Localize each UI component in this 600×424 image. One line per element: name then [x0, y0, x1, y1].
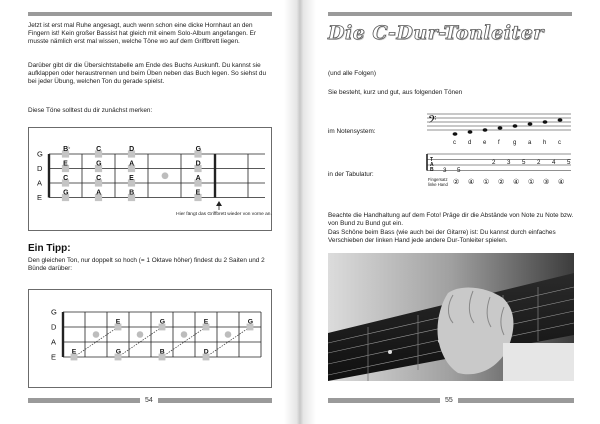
fretboard-grid-1	[49, 154, 265, 198]
fret-marker	[162, 172, 169, 179]
footer-rule-right-right-page	[458, 398, 574, 403]
note-label: E	[71, 348, 77, 356]
bass-photo-drawing	[328, 253, 574, 381]
fretboard-2-svg	[29, 290, 271, 387]
note-label: E	[115, 318, 121, 326]
tab-number: 2	[537, 159, 541, 166]
staff-note	[453, 132, 458, 136]
header-rule	[328, 12, 572, 16]
fretboard-diagram-2	[28, 289, 272, 388]
note-label: C	[63, 175, 69, 182]
header-rule	[28, 12, 272, 16]
fret-marker	[137, 331, 144, 338]
note-label: B	[63, 146, 69, 153]
note-name: c	[453, 140, 456, 146]
string-label: E	[37, 193, 43, 202]
fret-marker	[225, 331, 232, 338]
note-name: c	[558, 140, 561, 146]
staff-note	[498, 126, 503, 130]
finger-number: ④	[468, 179, 475, 186]
tab-number: 5	[522, 159, 526, 166]
tab-number: 5	[567, 159, 571, 166]
note-name: d	[468, 140, 472, 146]
arrow-head	[216, 201, 222, 206]
string-label: G	[51, 307, 57, 317]
staff-note	[558, 118, 563, 122]
note-label: G	[96, 160, 102, 168]
tab-number: 3	[443, 167, 447, 174]
flat-sign: ♭	[68, 145, 71, 150]
note-label: G	[159, 318, 166, 326]
notes-heading: Diese Töne solltest du dir zunächst merken:	[28, 107, 153, 114]
tab-clef: T	[430, 157, 434, 163]
note-label: D	[129, 146, 135, 153]
finger-number: ②	[453, 179, 460, 186]
tab-number: 3	[507, 159, 511, 166]
tip-heading: Ein Tipp:	[28, 243, 71, 254]
note-label: C	[96, 175, 102, 182]
finger-label: Fingersatz linke Hand	[428, 177, 448, 187]
footer-rule-right	[158, 398, 272, 403]
note-name: h	[543, 140, 547, 146]
staff-note	[483, 128, 488, 132]
intro-paragraph-1: Jetzt ist erst mal Ruhe angesagt, auch wenn schon eine dicke Hornhaut an den Fingern ist! Kein großer Bassist hat gleich mit einem Solo-Album angefangen. Er musste nämlich erst mal wissen, welche Töne wo auf dem Griffbrett liegen.	[28, 22, 257, 46]
notation-label: im Notensystem:	[328, 128, 376, 135]
note-label: A	[96, 189, 102, 197]
bass-hand-photo	[328, 253, 574, 381]
string-label: D	[51, 322, 57, 332]
note-label: C	[96, 146, 102, 153]
tip-text: Den gleichen Ton, nur doppelt so hoch (= 1 Oktave höher) findest du 2 Saiten und 2 Bünde darüber:	[28, 257, 265, 273]
string-label: A	[51, 337, 57, 347]
fret-marker	[181, 331, 188, 338]
staff-note	[468, 130, 473, 134]
string-labels-1	[37, 150, 43, 203]
note-label: E	[203, 318, 209, 326]
tab-label: in der Tabulatur:	[328, 171, 374, 178]
subtitle: (und alle Folgen)	[328, 70, 376, 77]
staff-note	[543, 120, 548, 124]
note-name: e	[483, 140, 487, 146]
note-label: A	[129, 160, 135, 168]
note-label: E	[63, 160, 68, 168]
note-label: A	[195, 175, 201, 182]
bass-clef: 𝄢	[428, 113, 437, 128]
finger-number: ③	[543, 179, 550, 186]
body-paragraph-1: Beachte die Handhaltung auf dem Foto! Präge dir die Abstände von Note zu Note bzw. von Bund zu Bund gut ein.	[328, 212, 574, 228]
scale-intro: Sie besteht, kurz und gut, aus folgenden Tönen	[328, 89, 463, 96]
note-label: G	[63, 189, 69, 197]
staff-note	[513, 124, 518, 128]
finger-number: ②	[498, 179, 505, 186]
fretboard-annotation: Hier fängt das Griffbrett wieder von vorne an.	[176, 212, 272, 217]
footer-rule-left	[28, 398, 140, 403]
note-name: f	[498, 140, 500, 146]
note-label: D	[203, 348, 209, 356]
page-number-right: 55	[445, 397, 453, 404]
finger-number: ④	[558, 179, 565, 186]
note-label: G	[247, 318, 254, 326]
finger-number: ④	[513, 179, 520, 186]
intro-paragraph-2: Darüber gibt dir die Übersichtstabelle am Ende des Buchs Auskunft. Du kannst sie aufklappen oder heraustrennen und beim Üben neben das Buch legen. So siehst du bei jeder Übung, welchen Ton du gerade spielst.	[28, 62, 267, 86]
string-label: D	[37, 164, 43, 173]
footer-rule-left-right-page	[328, 398, 440, 403]
finger-number: ①	[528, 179, 535, 186]
note-name: a	[528, 140, 532, 146]
staff-note	[528, 122, 533, 126]
body-paragraph-2: Das Schöne beim Bass (wie auch bei der Gitarre) ist: Du kannst durch einfaches Verschieben der linken Hand jede andere Dur-Tonleiter spielen.	[328, 229, 556, 245]
string-label: E	[51, 352, 57, 362]
note-name: g	[513, 140, 517, 146]
page-title-text: Die C-Dur-Tonleiter	[328, 22, 544, 44]
tab-number: 4	[552, 159, 556, 166]
fretboard-diagram-1	[28, 127, 272, 231]
string-label: A	[37, 178, 43, 188]
note-label: E	[195, 189, 201, 197]
note-label: G	[195, 146, 202, 153]
note-label: D	[195, 160, 201, 168]
string-label: G	[37, 149, 43, 159]
page-number-left: 54	[145, 397, 153, 404]
page-title	[328, 22, 544, 44]
fret-marker	[93, 331, 100, 338]
note-label: B	[129, 189, 135, 197]
note-label: E	[129, 175, 134, 182]
tab-clef: A	[430, 162, 434, 168]
note-label: G	[115, 348, 122, 356]
tab-number: 2	[492, 159, 496, 166]
tab-clef: B	[430, 167, 434, 173]
finger-number: ①	[483, 179, 490, 186]
tab-number: 5	[457, 167, 461, 174]
note-label: B	[159, 348, 165, 356]
